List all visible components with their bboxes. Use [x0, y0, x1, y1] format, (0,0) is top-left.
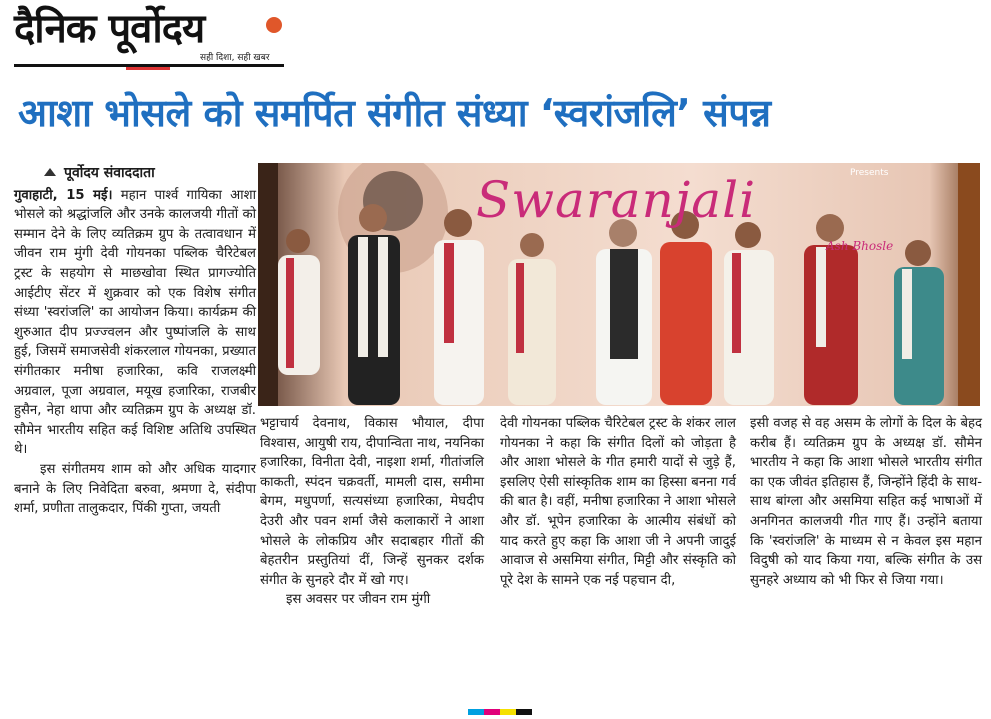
byline [44, 164, 256, 184]
masthead-title: दैनिक पूर्वोदय [14, 6, 205, 52]
event-photo [258, 163, 980, 406]
masthead-logo-dot [266, 17, 282, 33]
banner-title-text: Swaranjali [476, 171, 757, 229]
byline-triangle-icon [44, 168, 56, 176]
article-column-1 [14, 164, 256, 694]
article-column-2 [260, 414, 484, 694]
article-headline: आशा भोसले को समर्पित संगीत संध्या ‘स्वरांजलि’ संपन्न [18, 91, 771, 135]
article-paragraph: भट्टाचार्य देवनाथ, विकास भौयाल, दीपा विश्वास, आयुषी राय, दीपान्विता नाथ, नयनिका हजारिका, विनीता देवी, नाइशा शर्मा, गीतांजलि काकती, स्पंदन चक्रवर्ती, मामली दास, समीमा बेगम, मधुपर्णा, सत्यसंध्या हजारिका, मेघदीप देउरी और पवन शर्मा जैसे कलाकारों ने आशा भोसले के लोकप्रिय और सदाबहार गीतों की बेहतरीन प्रस्तुतियां दीं, जिन्हें सुनकर दर्शक संगीत के सुनहरे दौर में खो गए। [260, 416, 484, 588]
article-column-3 [500, 414, 736, 694]
banner-presents-text: Presents [850, 168, 889, 178]
article-text: महान पार्श्व गायिका आशा भोसले को श्रद्धांजलि और उनके कालजयी गीतों को सम्मान देने के लिए व्यतिक्रम ग्रुप के तत्वावधान में जीवन राम मुंगी देवी गोयनका पब्लिक चैरिटेबल ट्रस्ट के सहयोग से माछखोवा स्थित प्रागज्योति आईटीए सेंटर में शुक्रवार को एक विशेष संगीत संध्या 'स्वरांजलि' का आयोजन किया। कार्यक्रम की शुरुआत दीप प्रज्ज्वलन और पुष्पांजलि के साथ हुई, जिसमें समाजसेवी शंकरलाल गोयनका, प्रख्यात संगीतकार मनीषा हजारिका, कवि राजलक्ष्मी अग्रवाल, पूजा अग्रवाल, मयूख हजारिका, राजबीर हुसैन, नेहा थापा और व्यतिक्रम ग्रुप के अध्यक्ष डॉ. सौमेन भारतीय सहित कई विशिष्ट अतिथि उपस्थित थे। [14, 187, 257, 458]
newspaper-masthead [14, 6, 284, 70]
article-paragraph: इस अवसर पर जीवन राम मुंगी [286, 592, 431, 608]
article-paragraph: इस संगीतमय शाम को और अधिक यादगार बनाने के लिए निवेदिता बरुवा, श्रमणा दे, संदीपा शर्मा, प्रणीता तालुकदार, पिंकी गुप्ता, जयती [14, 461, 256, 517]
article-column-4 [750, 414, 982, 694]
article-paragraph: इसी वजह से वह असम के लोगों के दिल के बेहद करीब हैं। व्यतिक्रम ग्रुप के अध्यक्ष डॉ. सौमेन भारतीय ने कहा कि आशा भोसले भारतीय संगीत का एक जीवंत इतिहास हैं, जिन्होंने हिंदी के साथ-साथ बांग्ला और असमिया सहित कई भाषाओं में अनगिनत कालजयी गीत गाए हैं। उन्होंने बताया कि 'स्वरांजलि' के माध्यम से न केवल इस महान विदुषी को याद किया गया, बल्कि संगीत के उस सुनहरे अध्याय को भी फिर से जिया गया। [750, 416, 982, 588]
byline-text: पूर्वोदय संवाददाता [64, 165, 155, 181]
print-registration-bar [468, 700, 532, 706]
banner-subtitle-text: Ash Bhosle [826, 239, 894, 253]
article-paragraph [14, 186, 256, 460]
article-paragraph: देवी गोयनका पब्लिक चैरिटेबल ट्रस्ट के शंकर लाल गोयनका ने कहा कि संगीत दिलों को जोड़ता है और आशा भोसले के गीत हमारी यादों से जुड़े हैं, इसलिए ऐसी सांस्कृतिक शाम का हिस्सा बनना गर्व की बात है। वहीं, मनीषा हजारिका ने आशा भोसले और डॉ. भूपेन हजारिका के आत्मीय संबंधों को याद करते हुए कहा कि आशा जी ने अपनी जादुई आवाज से असमिया संगीत, मिट्टी और संस्कृति को पूरे देश के सामने एक नई पहचान दी, [500, 416, 736, 588]
masthead-tagline: सही दिशा, सही खबर [200, 53, 270, 63]
dateline: गुवाहाटी, 15 मई। [14, 187, 113, 203]
masthead-accent-bar [126, 67, 170, 70]
